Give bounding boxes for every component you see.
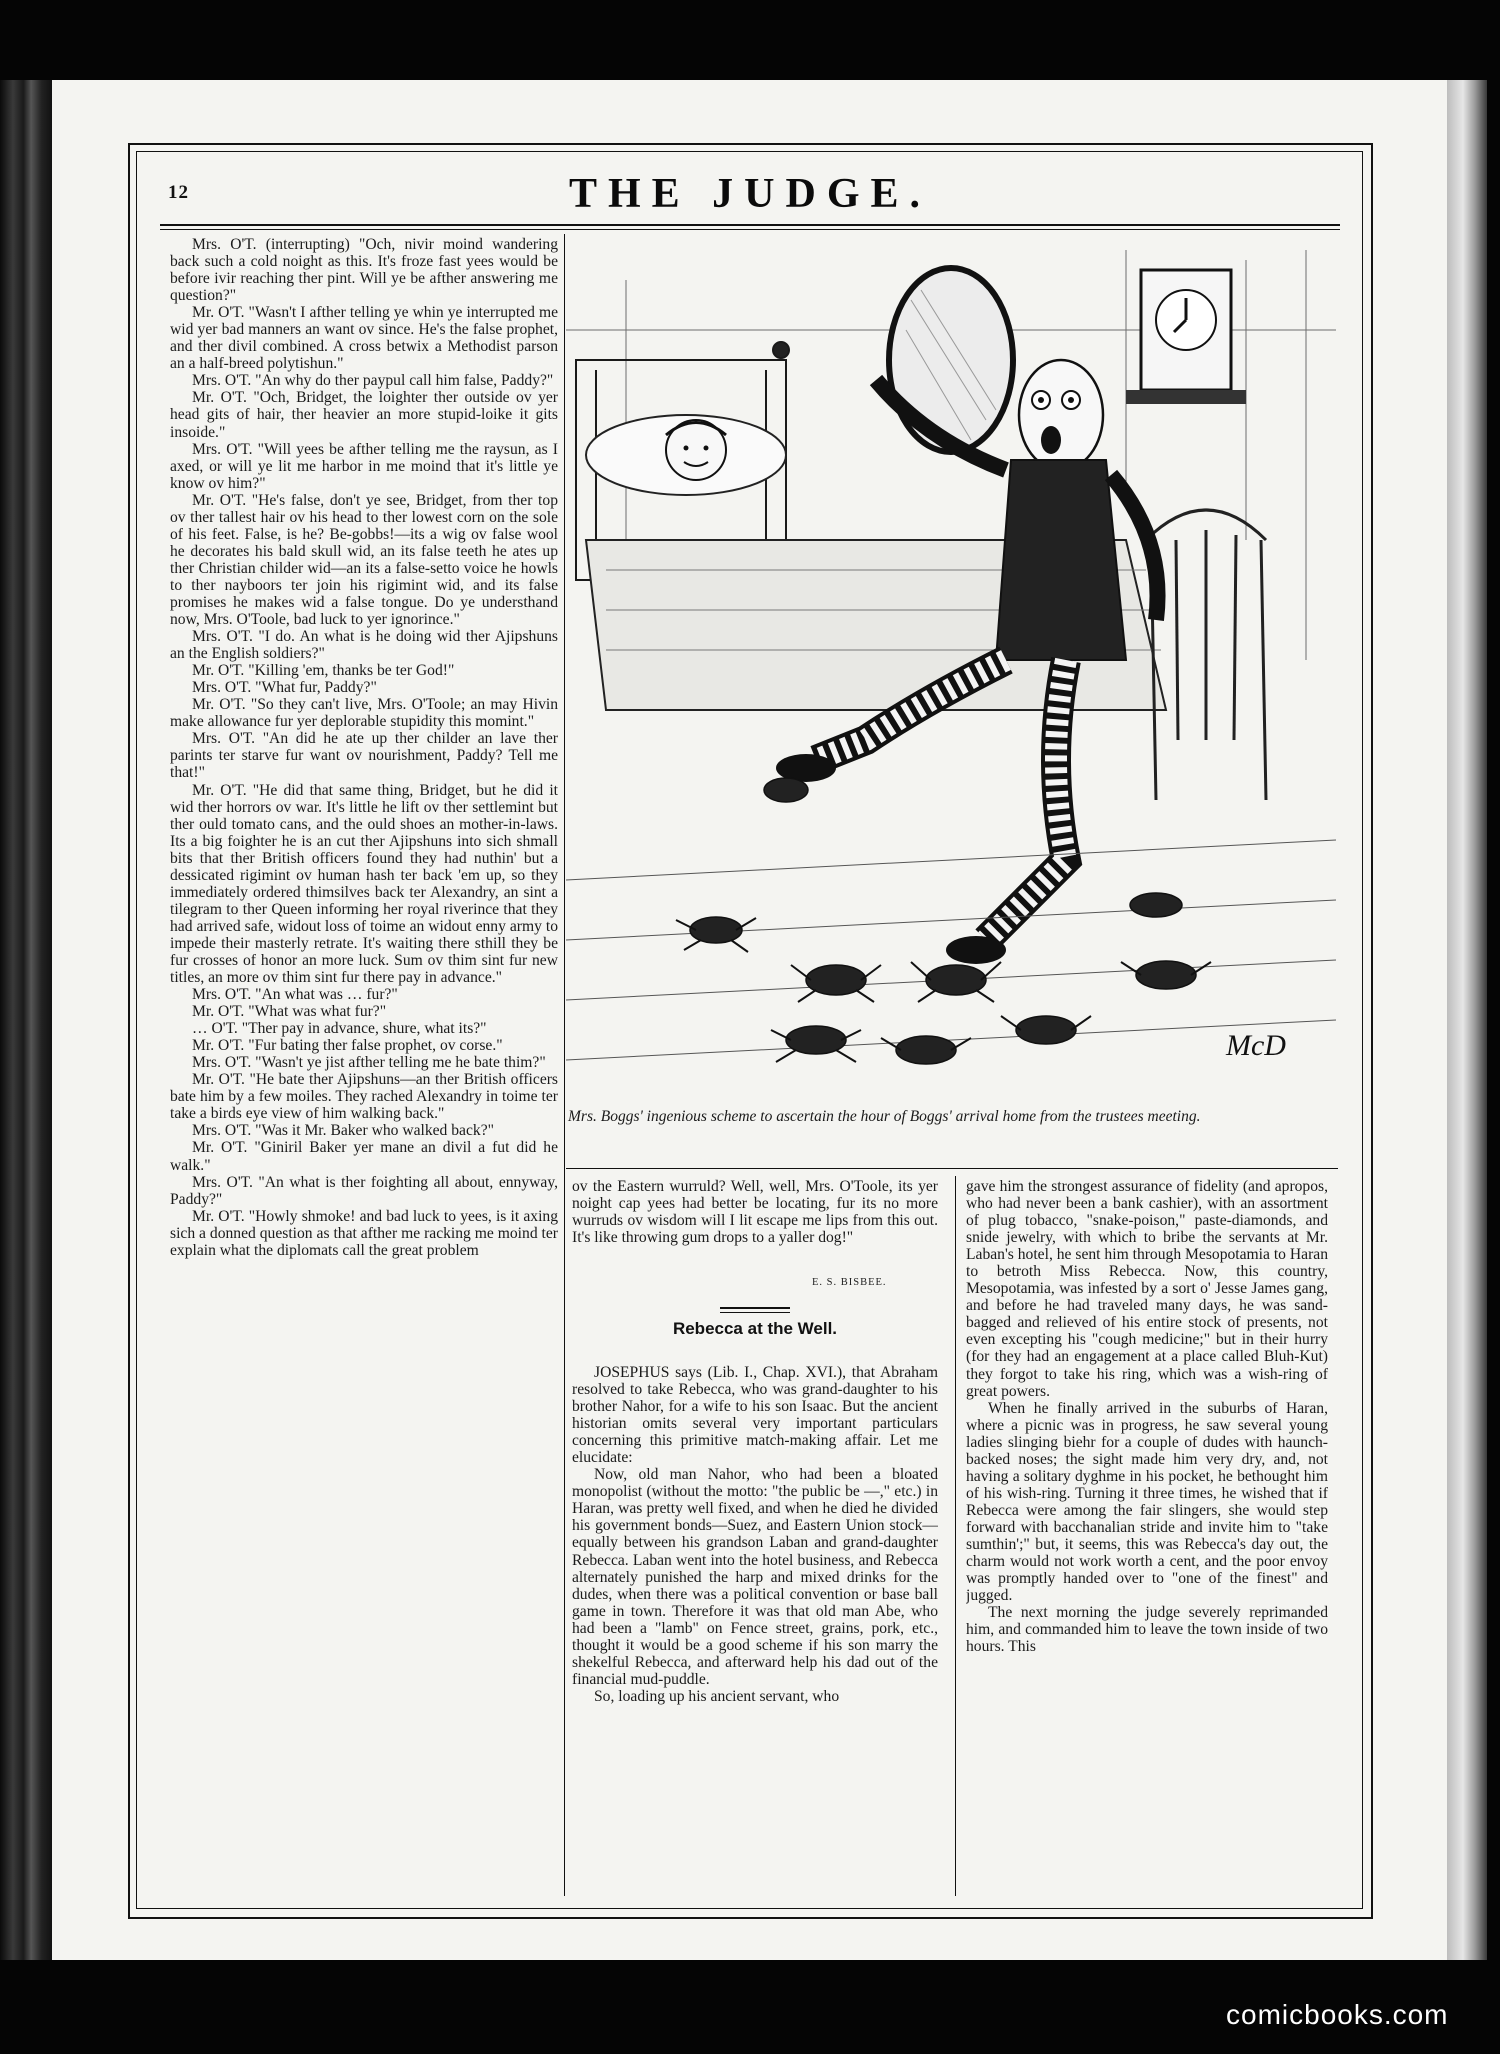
header-rule (160, 224, 1340, 226)
paragraph: Now, old man Nahor, who had been a bloated monopolist (without the motto: "the public be —," etc.) in Haran, was pretty well fixed, and when he died he divided his government bonds—Suez, and Eastern Union stock—equally between his grandson Laban and grand-daughter Rebecca. Laban went into the hotel business, and Rebecca alternately punished the harp and mixed drinks for the dudes, when there was a political convention or base ball game in town. Therefore it was that old man Abe, who had been a "lamb" on Fence street, grains, pork, etc., thought it would be a good scheme if his son marry the shekelful Rebecca, and afterward help his dad out of the financial mud-puddle. (572, 1466, 938, 1688)
paragraph: Mrs. O'T. "Was it Mr. Baker who walked back?" (192, 1122, 494, 1140)
masthead-title: THE JUDGE. (568, 171, 932, 217)
paragraph: Mr. O'T. "Fur bating ther false prophet, ov corse." (192, 1037, 503, 1055)
paragraph: Mr. O'T. "Howly shmoke! and bad luck to yees, is it axing sich a donned question as that afther me racking me moind ter explain what the diplomats call the great problem (170, 1207, 558, 1259)
paragraph: JOSEPHUS says (Lib. I., Chap. XVI.), that Abraham resolved to take Rebecca, who was grand-daughter to his brother Nahor, for a wife to his son Isaac. But the ancient historian omits several very important particulars concerning this primitive match-making affair. Let me elucidate: (572, 1364, 938, 1467)
paragraph: Mrs. O'T. "I do. An what is he doing wid ther Ajipshuns an the English soldiers?" (170, 628, 558, 663)
author-credit: E. S. BISBEE. (812, 1277, 887, 1288)
paragraph: Mr. O'T. "Giniril Baker yer mane an divil a fut did he walk." (170, 1139, 558, 1174)
header-rule-thin (160, 229, 1340, 230)
paragraph: Mrs. O'T. "An what was … fur?" (192, 986, 398, 1004)
paragraph: Mrs. O'T. "An what is ther foighting all about, ennyway, Paddy?" (170, 1173, 558, 1208)
page-edge (1447, 80, 1487, 1960)
right-column-text (966, 1178, 1328, 1888)
paragraph: The next morning the judge severely reprimanded him, and commanded him to leave the town inside of two hours. This (966, 1604, 1328, 1656)
page-number: 12 (168, 182, 189, 203)
paragraph: Mr. O'T. "He did that same thing, Bridget, but he did it wid ther horrors ov war. It's little he lift ov ther settlemint but ther ould tomato cans, and the ould shoes an mother-in-laws. Its a big foighter he is an cut ther Ajipshuns into sich shmall bits that ther British officers found they had nuthin' but a dessicated rigimint ov human hash ter back 'em up, so they immediately ordered thimsilves back ter Alexandry, an sint a tilegram to ther Queen informing her royal riverince that they had arrived safe, widout loss of toime an widout enny army to impede their masterly retrate. It's waiting there sthill they be fur crosses of honor an more luck. Sum ov thim sint fur new titles, an more ov thim sint fur there pay in advance." (170, 781, 558, 987)
caption-rule (566, 1168, 1338, 1169)
paragraph: Mrs. O'T. "An did he ate up ther childer an lave ther parints ter starve fur want ov nourishment, Paddy? Tell me that!" (170, 730, 558, 782)
paragraph: Mr. O'T. "Och, Bridget, the loighter ther outside ov yer head gits of hair, ther heavier an more stupid-loike it gits insoide." (170, 389, 558, 441)
paragraph: … O'T. "Ther pay in advance, shure, what its?" (192, 1020, 487, 1038)
paragraph: gave him the strongest assurance of fidelity (and apropos, who had never been a bank cashier), with an assortment of plug tobacco, "snake-poison," paste-diamonds, and snide jewelry, with which to bribe the servants at Mr. Laban's hotel, he sent him through Mesopotamia to Haran to betroth Miss Rebecca. Now, this country, Mesopotamia, was infested by a sort o' Jesse James gang, and before he had traveled many days, he was sand-bagged and relieved of his entire stock of presents, not even excepting his "cough medicine;" but in their hurry (for they had an engagement at a place called Bluh-Kut) they forgot to take his ring, which was a wish-ring of great powers. (966, 1178, 1328, 1400)
cartoon-illustration (566, 240, 1336, 1106)
column-divider-right (955, 1176, 956, 1896)
paragraph: Mr. O'T. "He's false, don't ye see, Bridget, from ther top ov ther tallest hair ov his head to ther lowest corn on the sole of his feet. False, is he? Be-gobbs!—its a wig ov false wool he decorates his bald skull wid, an its false teeth he ates up ther Christian childer wid—an its a false-setto voice he howls to ther nayboors ter join his rigimint wid, and its false promises he makes wid a false tongue. Do ye understhand now, Mrs. O'Toole, bad luck to yer ignorince." (170, 491, 558, 629)
paragraph: Mr. O'T. "Killing 'em, thanks be ter God!" (192, 662, 455, 680)
paragraph: Mr. O'T. "He bate ther Ajipshuns—an ther British officers bate him by a few moiles. They rached Alexandry in toime ter take a birds eye view of him walking back." (170, 1071, 558, 1123)
site-watermark: comicbooks.com (1226, 1999, 1449, 2030)
column-divider-left (564, 234, 565, 1896)
paragraph: When he finally arrived in the suburbs of Haran, where a picnic was in progress, he saw several young ladies slinging biehr for a couple of dudes with haunch-backed noses; the sight made him very dry, and, not having a solitary dyghme in his pocket, he bethought him of his wish-ring. Turning it three times, he wished that if Rebecca were among the fair slingers, she would step forward with bacchanalian stride and invite him to "take sumthin';" but, it seems, this was Rebecca's day out, the charm would not work worth a cent, and the poor envoy was promptly handed over to "one of the finest" and jugged. (966, 1399, 1328, 1605)
paragraph: Mrs. O'T. "An why do ther paypul call him false, Paddy?" (192, 372, 554, 390)
article-title: Rebecca at the Well. (672, 1319, 838, 1338)
paragraph: Mrs. O'T. (interrupting) "Och, nivir moind wandering back such a cold noight as this. It's froze fast yees would be before ivir reaching ther pint. Will ye be afther answering me question?" (170, 236, 558, 305)
paragraph: Mrs. O'T. "What fur, Paddy?" (192, 679, 377, 697)
illustration-caption: Mrs. Boggs' ingenious scheme to ascertain the hour of Boggs' arrival home from the trustees meeting. (568, 1108, 1201, 1125)
paragraph: Mrs. O'T. "Wasn't ye jist afther telling me he bate thim?" (192, 1054, 546, 1072)
paragraph: Mrs. O'T. "Will yees be afther telling me the raysun, as I axed, or will ye lit me harbor in me moind that it's little ye know ov him?" (170, 440, 558, 492)
illustration-signature: McD (1226, 1029, 1286, 1062)
paragraph: Mr. O'T. "So they can't live, Mrs. O'Toole; an may Hivin make allowance fur yer deplorable stupidity this momint." (170, 696, 558, 731)
book-binding (0, 80, 52, 1960)
middle-column-text (572, 1364, 938, 1884)
paragraph: Mr. O'T. "Wasn't I afther telling ye whin ye interrupted me wid yer bad manners an want ov since. He's the false prophet, and ther divil combined. A cross betwix a Methodist parson an a half-breed polytishun." (170, 304, 558, 373)
paragraph: Mr. O'T. "What was what fur?" (192, 1003, 387, 1021)
paragraph: So, loading up his ancient servant, who (594, 1687, 840, 1705)
continuation-paragraph: ov the Eastern wurruld? Well, well, Mrs. O'Toole, its yer noight cap yees had better be locating, fur its no more wurruds ov wisdom will I lit escape me lips from this out. It's like throwing gum drops to a yaller dog!" (572, 1178, 938, 1247)
left-column-text (170, 236, 558, 1886)
middle-column-continuation (572, 1178, 938, 1246)
